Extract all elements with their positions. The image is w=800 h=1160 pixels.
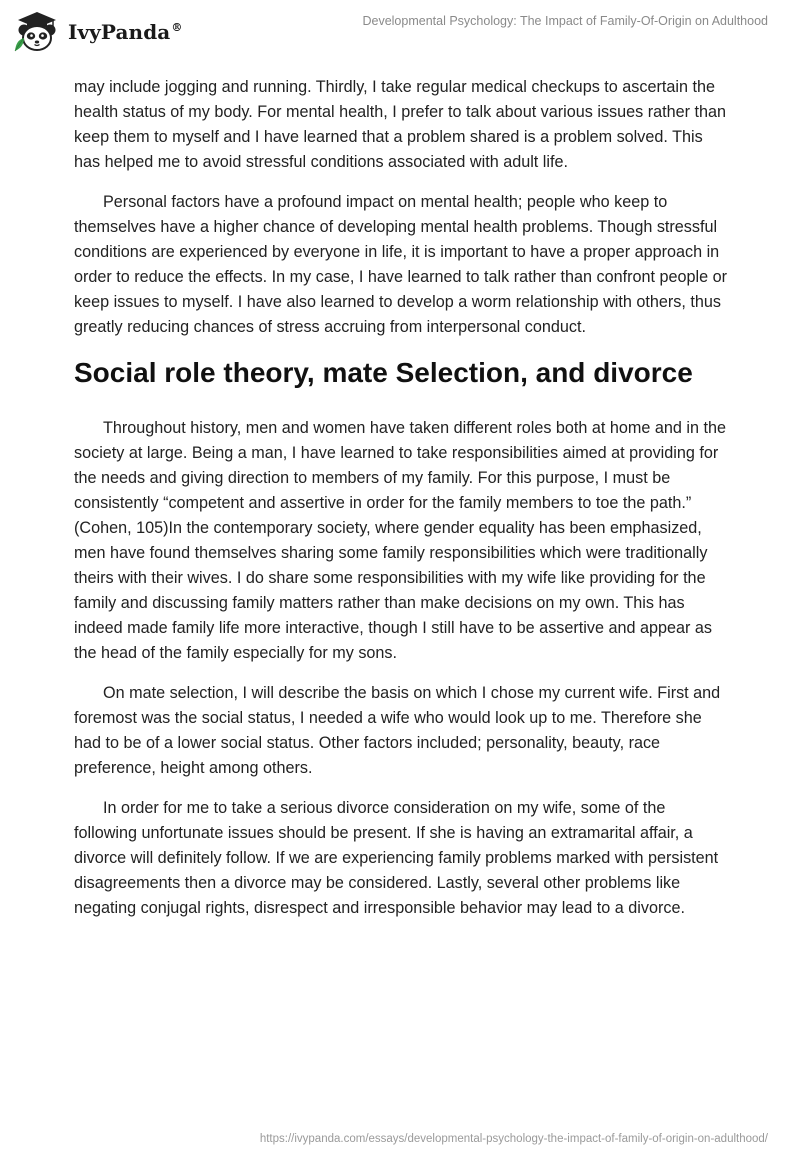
panda-graduate-icon bbox=[12, 8, 62, 54]
ivypanda-logo[interactable] bbox=[12, 8, 182, 54]
registered-mark: ® bbox=[171, 21, 183, 35]
page-header bbox=[0, 0, 800, 60]
paragraph-mental-health: Personal factors have a profound impact on mental health; people who keep to themselves have a higher chance of developing mental health problems. Though stressful conditions are experienced by everyone in life, it is important to have a proper approach in order to reduce the effects. In my case, I have learned to talk rather than confront people or keep issues to myself. I have also learned to develop a worm relationship with others, thus greatly reducing chances of stress accruing from interpersonal conduct. bbox=[74, 193, 727, 336]
document-title: Developmental Psychology: The Impact of Family-Of-Origin on Adulthood bbox=[362, 14, 768, 28]
brand-name: IvyPanda® bbox=[68, 20, 183, 44]
paragraph-continued: may include jogging and running. Thirdly, I take regular medical checkups to ascertain the health status of my body. For mental health, I prefer to talk about various issues rather than keep them to myself and I have learned that a problem shared is a problem solved. This has helped me to avoid stressful conditions associated with adult life. bbox=[74, 78, 727, 171]
essay-body bbox=[74, 75, 728, 936]
paragraph-social-roles: Throughout history, men and women have taken different roles both at home and in the society at large. Being a man, I have learned to take responsibilities aimed at providing for the needs and giving direction to members of my family. For this purpose, I must be consistently “competent and assertive in order for the family members to toe the path.” (Cohen, 105)In the contemporary society, where gender equality has been emphasized, men have found themselves sharing some family responsibilities which were traditionally theirs with their wives. I do share some responsibilities with my wife like providing for the family and discussing family matters rather than make decisions on my own. This has indeed made family life more interactive, though I still have to be assertive and appear as the head of the family especially for my sons. bbox=[74, 419, 727, 662]
paragraph-divorce: In order for me to take a serious divorce consideration on my wife, some of the following unfortunate issues should be present. If she is having an extramarital affair, a divorce will definitely follow. If we are experiencing family problems marked with persistent disagreements then a divorce may be considered. Lastly, several other problems like negating conjugal rights, disrespect and irresponsible behavior may lead to a divorce. bbox=[74, 799, 719, 917]
section-heading: Social role theory, mate Selection, and divorce bbox=[74, 357, 693, 388]
source-url-link[interactable]: https://ivypanda.com/essays/developmental-psychology-the-impact-of-family-of-origin-on-adulthood/ bbox=[259, 1133, 768, 1145]
paragraph-mate-selection: On mate selection, I will describe the basis on which I chose my current wife. First and foremost was the social status, I needed a wife who would look up to me. Therefore she had to be of a lower social status. Other factors included; personality, beauty, race preference, height among others. bbox=[74, 684, 721, 777]
